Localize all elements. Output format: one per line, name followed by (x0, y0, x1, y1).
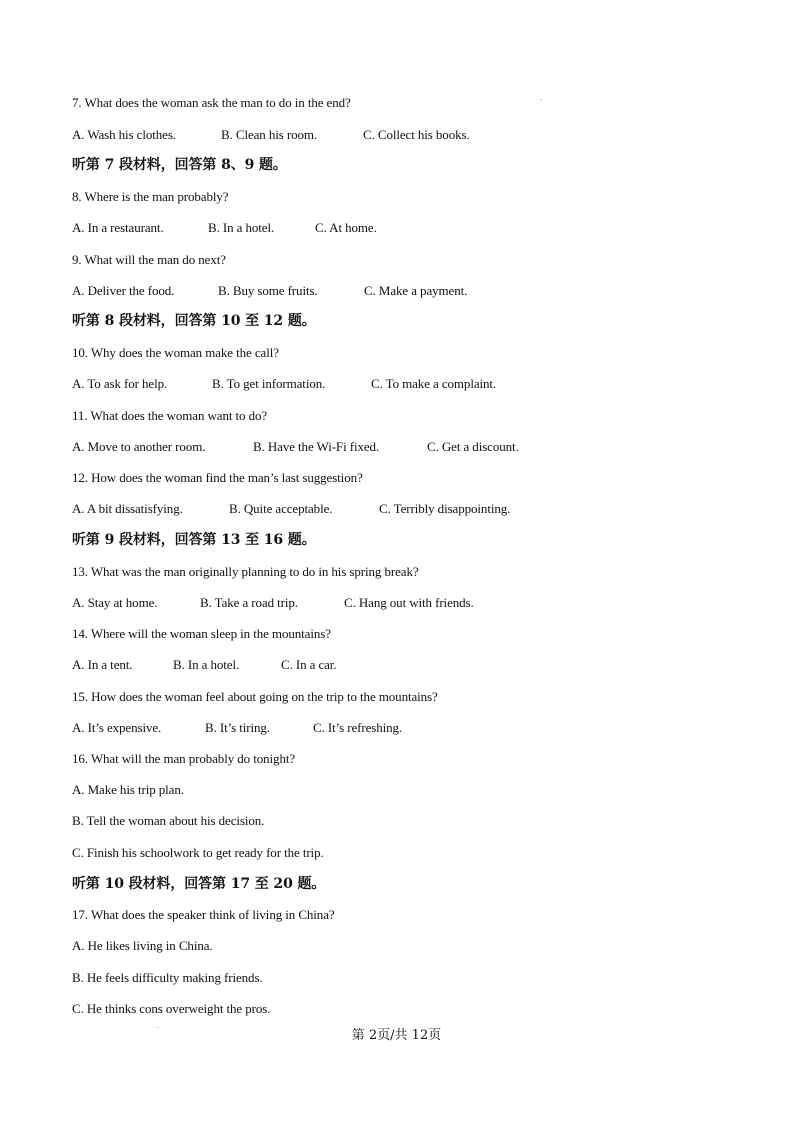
question-11-options (72, 439, 519, 455)
question-13-stem: 13. What was the man originally planning to do in his spring break? (72, 564, 419, 579)
option-a: A. In a restaurant. (72, 220, 164, 235)
option-b: B. Take a road trip. (200, 595, 298, 610)
option-a: A. To ask for help. (72, 376, 168, 391)
question-16-stem: 16. What will the man probably do tonight? (72, 751, 296, 766)
question-16-option-c: C. Finish his schoolwork to get ready for the trip. (72, 845, 324, 860)
option-b: B. To get information. (212, 376, 326, 391)
option-c: C. In a car. (281, 657, 337, 672)
option-a: A. Wash his clothes. (72, 127, 176, 142)
question-8-options (72, 220, 377, 236)
option-b: B. Have the Wi-Fi fixed. (253, 439, 380, 454)
question-8-stem: 8. Where is the man probably? (72, 189, 229, 204)
question-13-options (72, 595, 474, 611)
option-c: C. Collect his books. (363, 127, 470, 142)
option-c: C. Make a payment. (364, 283, 468, 298)
option-a: A. Move to another room. (72, 439, 206, 454)
option-a: A. Deliver the food. (72, 283, 175, 298)
question-10-stem: 10. Why does the woman make the call? (72, 345, 279, 360)
question-11-stem: 11. What does the woman want to do? (72, 408, 268, 423)
question-16-option-b: B. Tell the woman about his decision. (72, 813, 265, 828)
question-9-options (72, 283, 467, 299)
question-14-options (72, 657, 336, 673)
option-b: B. Buy some fruits. (218, 283, 318, 298)
question-7-stem: 7. What does the woman ask the man to do in the end? (72, 95, 351, 110)
question-17-option-c: C. He thinks cons overweight the pros. (72, 1001, 271, 1016)
question-12-stem: 12. How does the woman find the man’s last suggestion? (72, 470, 363, 485)
question-17-option-a: A. He likes living in China. (72, 938, 213, 953)
page-number-footer: 第 2页/共 12页 (351, 1028, 442, 1043)
option-c: C. Terribly disappointing. (379, 501, 511, 516)
option-a: A. In a tent. (72, 657, 133, 672)
option-c: C. To make a complaint. (371, 376, 497, 391)
scan-speck (157, 1027, 159, 1028)
question-16-option-a: A. Make his trip plan. (72, 782, 184, 797)
option-b: B. It’s tiring. (205, 720, 270, 735)
question-14-stem: 14. Where will the woman sleep in the mountains? (72, 626, 331, 641)
section-heading-8: 听第 8 段材料，回答第 10 至 12 题。 (72, 313, 316, 329)
question-7-options (72, 127, 470, 143)
option-b: B. In a hotel. (173, 657, 240, 672)
option-a: A. Stay at home. (72, 595, 158, 610)
question-17-stem: 17. What does the speaker think of living in China? (72, 907, 335, 922)
question-9-stem: 9. What will the man do next? (72, 252, 226, 267)
option-c: C. Hang out with friends. (344, 595, 474, 610)
question-15-stem: 15. How does the woman feel about going on the trip to the mountains? (72, 689, 438, 704)
option-a: A. It’s expensive. (72, 720, 162, 735)
option-b: B. Quite acceptable. (229, 501, 333, 516)
section-heading-10: 听第 10 段材料，回答第 17 至 20 题。 (72, 876, 326, 892)
option-c: C. At home. (315, 220, 377, 235)
option-b: B. Clean his room. (221, 127, 318, 142)
option-c: C. Get a discount. (427, 439, 519, 454)
question-12-options (72, 501, 510, 517)
option-a: A. A bit dissatisfying. (72, 501, 183, 516)
question-10-options (72, 376, 496, 392)
question-17-option-b: B. He feels difficulty making friends. (72, 970, 263, 985)
section-heading-7: 听第 7 段材料，回答第 8、9 题。 (72, 157, 287, 173)
option-b: B. In a hotel. (208, 220, 275, 235)
option-c: C. It’s refreshing. (313, 720, 403, 735)
section-heading-9: 听第 9 段材料，回答第 13 至 16 题。 (72, 532, 316, 548)
scan-speck (540, 99, 542, 100)
question-15-options (72, 720, 402, 736)
